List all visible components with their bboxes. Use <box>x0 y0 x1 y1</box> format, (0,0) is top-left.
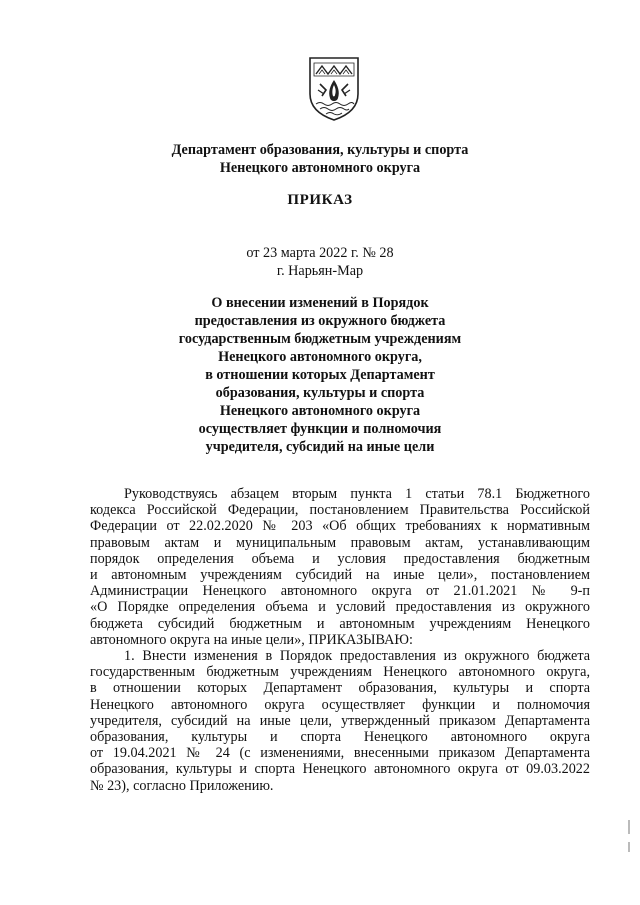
subject-line: предоставления из окружного бюджета <box>194 313 446 329</box>
department-line: Департамент образования, культуры и спорта <box>171 142 469 158</box>
body-line: учредителя, субсидий на иные цели, утвержденный приказом Департамента <box>90 712 590 729</box>
body-line: 1. Внести изменения в Порядок предоставления из окружного бюджета <box>124 648 590 665</box>
department-line: Ненецкого автономного округа <box>219 160 421 176</box>
body-line: государственным бюджетным учреждениям Ненецкого автономного округа, <box>90 664 590 681</box>
body-line: Руководствуясь абзацем вторым пункта 1 статьи 78.1 Бюджетного <box>124 486 590 502</box>
subject-line: осуществляет функции и полномочия <box>198 421 442 437</box>
subject-line: государственным бюджетным учреждениям <box>178 331 462 347</box>
item-1-paragraph <box>90 648 590 794</box>
city-name: г. Нарьян-Мар <box>276 263 364 279</box>
body-line: и автономным учреждениям субсидий на иные цели», постановлением <box>90 567 590 584</box>
date-and-place <box>0 244 640 280</box>
subject-line: Ненецкого автономного округа <box>219 403 421 419</box>
subject-line: образования, культуры и спорта <box>215 385 425 401</box>
body-line: в отношении которых Департамент образования, культуры и спорта <box>90 680 590 697</box>
order-body <box>90 486 590 794</box>
body-line: правовым актам и муниципальным правовым актам, устанавливающим <box>90 534 590 551</box>
body-line: Ненецкого автономного округа осуществляет функции и полномочия <box>90 696 590 713</box>
body-line: кодекса Российской Федерации, постановлением Правительства Российской <box>90 502 590 519</box>
body-line: бюджета субсидий бюджетным и автономным учреждениям Ненецкого <box>90 615 590 632</box>
body-line: Администрации Ненецкого автономного округа от 21.01.2021 № 9-п <box>90 583 590 600</box>
department-name <box>0 141 640 177</box>
subject-line: Ненецкого автономного округа, <box>218 349 422 365</box>
body-line: порядок определения объема и условия предоставления бюджетным <box>90 550 590 567</box>
body-line: автономного округа на иные цели», ПРИКАЗЫВАЮ: <box>90 631 413 648</box>
order-date-number: от 23 марта 2022 г. № 28 <box>246 245 394 261</box>
scan-margin-mark <box>628 820 630 834</box>
body-line: образования, культуры и спорта Ненецкого автономного округа <box>90 729 590 746</box>
subject-line: О внесении изменений в Порядок <box>211 295 429 311</box>
nao-coat-of-arms-icon <box>306 54 362 122</box>
document-type: ПРИКАЗ <box>287 192 353 208</box>
preamble-paragraph <box>90 486 590 648</box>
subject-line: учредителя, субсидий на иные цели <box>205 439 435 455</box>
subject-line: в отношении которых Департамент <box>205 367 435 383</box>
scan-margin-mark <box>628 842 630 852</box>
body-line: Федерации от 22.02.2020 № 203 «Об общих требованиях к нормативным <box>90 518 590 535</box>
body-line: «О Порядке определения объема и условий предоставления из окружного <box>90 599 590 616</box>
body-line: от 19.04.2021 № 24 (с изменениями, внесенными приказом Департамента <box>90 745 590 762</box>
body-line: образования, культуры и спорта Ненецкого автономного округа от 09.03.2022 <box>90 761 590 778</box>
order-subject <box>0 294 640 456</box>
body-line: № 23), согласно Приложению. <box>90 777 274 794</box>
